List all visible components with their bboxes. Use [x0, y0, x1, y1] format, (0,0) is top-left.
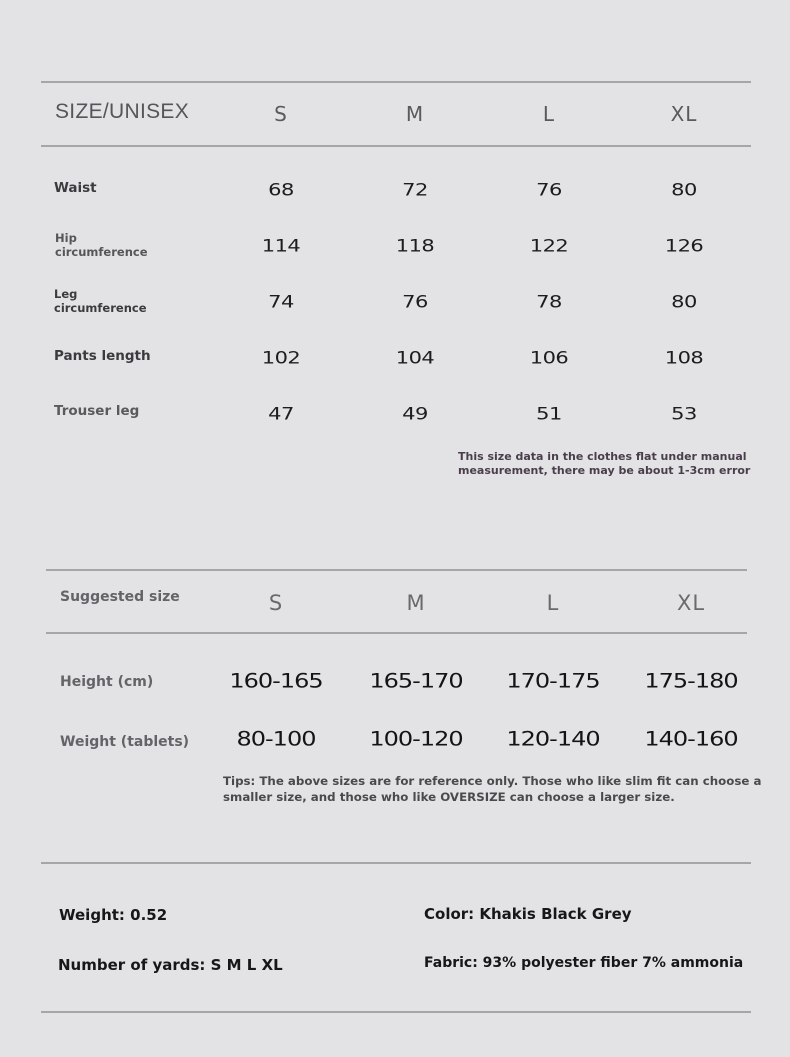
- size-header-xl: XL: [670, 102, 698, 126]
- size-header-l: L: [542, 102, 556, 126]
- row-label-waist: Waist: [54, 180, 97, 196]
- row-label-height: Height (cm): [60, 674, 154, 690]
- top-rule: [41, 81, 751, 83]
- pants-length-s: 102: [261, 348, 301, 368]
- leg-xl: 80: [671, 292, 697, 312]
- height-m: 165-170: [369, 669, 463, 693]
- height-s: 160-165: [229, 669, 323, 693]
- size-header-s: S: [274, 102, 288, 126]
- row-label-weight: Weight (tablets): [60, 734, 190, 750]
- hip-l: 122: [529, 236, 569, 256]
- waist-m: 72: [402, 180, 428, 200]
- trouser-leg-l: 51: [536, 404, 562, 424]
- product-yards: Number of yards: S M L XL: [58, 956, 283, 974]
- note-line1: This size data in the clothes flat under manual: [458, 450, 747, 463]
- height-l: 170-175: [506, 669, 600, 693]
- weight-m: 100-120: [369, 727, 463, 751]
- trouser-leg-s: 47: [268, 404, 294, 424]
- weight-xl: 140-160: [644, 727, 738, 751]
- leg-label-line2: circumference: [54, 301, 147, 315]
- product-fabric: Fabric: 93% polyester fiber 7% ammonia: [424, 955, 744, 971]
- tips-line1: Tips: The above sizes are for reference only. Those who like slim fit can choose a: [223, 774, 762, 788]
- suggested-size-xl: XL: [676, 591, 706, 615]
- info-top-rule: [41, 862, 751, 864]
- waist-s: 68: [268, 180, 294, 200]
- measurement-note: [458, 450, 750, 478]
- row-label-leg: [54, 287, 147, 315]
- row-label-hip: [55, 231, 148, 259]
- header-rule: [41, 145, 751, 147]
- hip-s: 114: [261, 236, 301, 256]
- leg-l: 78: [536, 292, 562, 312]
- size-header-m: M: [405, 102, 425, 126]
- pants-length-xl: 108: [664, 348, 704, 368]
- pants-length-m: 104: [395, 348, 435, 368]
- hip-label-line2: circumference: [55, 245, 148, 259]
- suggested-size-m: M: [406, 591, 426, 615]
- weight-s: 80-100: [236, 727, 316, 751]
- suggested-size-l: L: [546, 591, 560, 615]
- leg-m: 76: [402, 292, 428, 312]
- weight-l: 120-140: [506, 727, 600, 751]
- note-line2: measurement, there may be about 1-3cm error: [458, 464, 751, 477]
- pants-length-l: 106: [529, 348, 569, 368]
- product-weight: Weight: 0.52: [59, 906, 168, 924]
- product-color: Color: Khakis Black Grey: [424, 905, 632, 923]
- waist-l: 76: [536, 180, 562, 200]
- suggested-header-rule: [46, 632, 747, 634]
- leg-label-line1: Leg: [54, 287, 78, 301]
- size-unisex-header: SIZE/UNISEX: [55, 100, 189, 123]
- size-tips: [223, 773, 763, 805]
- suggested-size-s: S: [268, 591, 284, 615]
- height-xl: 175-180: [644, 669, 738, 693]
- trouser-leg-m: 49: [402, 404, 428, 424]
- trouser-leg-xl: 53: [671, 404, 697, 424]
- hip-m: 118: [395, 236, 435, 256]
- info-bottom-rule: [41, 1011, 751, 1013]
- row-label-pants-length: Pants length: [54, 348, 151, 364]
- leg-s: 74: [268, 292, 294, 312]
- hip-xl: 126: [664, 236, 704, 256]
- waist-xl: 80: [671, 180, 697, 200]
- tips-line2: smaller size, and those who like OVERSIZE can choose a larger size.: [223, 790, 675, 804]
- suggested-top-rule: [46, 569, 747, 571]
- suggested-size-header: Suggested size: [60, 589, 180, 605]
- hip-label-line1: Hip: [55, 231, 77, 245]
- row-label-trouser-leg: Trouser leg: [54, 403, 140, 419]
